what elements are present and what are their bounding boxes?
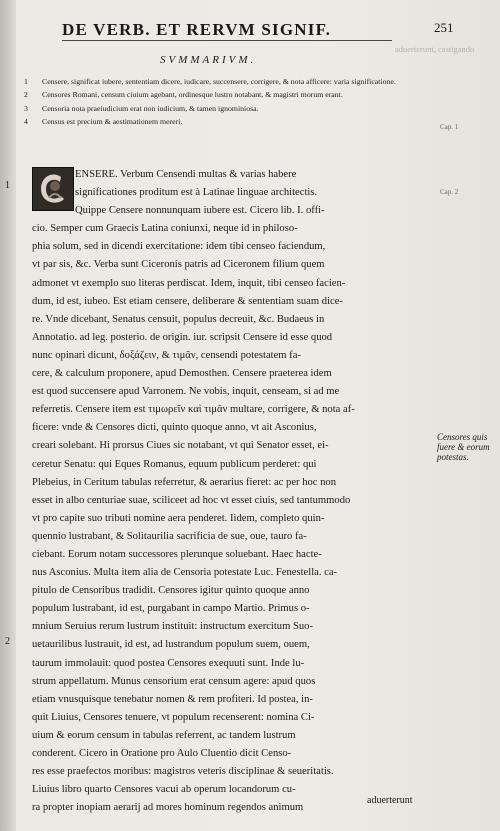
text-line: pitulo de Censoribus tradidit. Censores igitur quinto quoque anno — [32, 585, 310, 597]
summary-item — [24, 104, 419, 113]
text-line: vt pro capite suo tributi nomine aera penderet. Iidem, completo quin- — [32, 512, 325, 524]
text-line: est quod succensere apud Varronem. Ne vobis, inquit, censeam, si ad me — [32, 386, 340, 398]
summary-item-text: Censoria nota praeiudicium erat non iudicium, & tamen ignominiosa. — [42, 103, 259, 113]
text-line: quit Liuius, Censores tenuere, vt populum recenserent: nomina Ci- — [32, 711, 315, 723]
summary-item-number: 1 — [24, 77, 28, 86]
catchword: aduerterunt — [367, 795, 413, 806]
text-line: admonet vt exemplo suo literas perdiscat. Idem, inquit, tibi censeo facien- — [32, 277, 346, 289]
text-line: mnium Seruius rerum lustrum instituit: instructum exercitum Suo- — [32, 621, 314, 633]
bleed-through-text: aduerterunt, castigando — [395, 44, 475, 54]
side-note: Censores quis fuere & eorum potestas. — [437, 432, 490, 462]
text-line: quennio lustrabant, & Solitaurilia sacrificia de sue, oue, tauro fa- — [32, 530, 307, 542]
summary-item — [24, 90, 419, 99]
summary-list — [24, 77, 419, 130]
margin-marker-2: 2 — [5, 636, 10, 647]
page-gutter — [0, 0, 16, 831]
summary-item-text: Census est precium & aestimationem mereri. — [42, 116, 183, 126]
summary-item-number: 3 — [24, 103, 28, 113]
text-line: ficere: vnde & Censores dicti, quinto quoque anno, vt ait Asconius, — [32, 422, 317, 434]
text-line: creari solebant. Hi prorsus Ciues sic notabant, vt qui Senator esset, ei- — [32, 440, 329, 452]
summary-item-text: Censere, significat iubere, sententiam dicere, iudicare, succensere, corrigere, & nota afficere: varia significatione. — [42, 77, 396, 86]
summary-item — [24, 117, 419, 126]
text-line: taurum immolauit: quod postea Censores exequuti sunt. Inde lu- — [32, 657, 305, 669]
text-line: vt par sis, &c. Verba sunt Ciceronis patris ad Ciceronem filium quem — [32, 259, 325, 271]
text-line: Plebeius, in Ceritum tabulas referretur, & aerarius fieret: ac per hoc non — [32, 476, 337, 488]
text-line: phia solum, sed in dicendi exercitatione: idem tibi censeo faciendum, — [32, 241, 326, 253]
text-line: uium & eorum censum in tabulas referrent, ac tandem lustrum — [32, 729, 296, 741]
text-line: populum lustrabant, id est, purgabant in campo Martio. Primus o- — [32, 603, 310, 615]
text-line: esset in albo centuriae suae, sciliceet ad hoc vt esset ciuis, sed tantummodo — [32, 494, 351, 506]
margin-marker-1: 1 — [5, 180, 10, 191]
margin-note-small-2: Cap. 2 — [440, 188, 459, 196]
text-line: etiam vnusquisque tenebatur nomen & rem profiteri. Id postea, in- — [32, 693, 313, 705]
text-line: nunc opinari dicunt, δοξάζειν, & τιμᾶν, censendi potestatem fa- — [32, 349, 301, 361]
text-line: re. Vnde dicebant, Senatus censuit, populus decreuit, &c. Budaeus in — [32, 313, 325, 325]
text-line: Liuius libro quarto Censores vacui ab operum locandorum cu- — [32, 784, 296, 796]
summary-title: SVMMARIVM. — [160, 54, 257, 66]
text-line: cio. Semper cum Graecis Latina coniunxi, neque id in philoso- — [32, 223, 298, 235]
text-line: significationes proditum est à Latinae linguae architectis. — [75, 187, 318, 199]
text-line: nus Asconius. Multa item alia de Censoria potestate Luc. Fenestella. ca- — [32, 567, 338, 579]
text-line: ciebant. Eorum notam successores plerunque soluebant. Haec hacte- — [32, 548, 322, 560]
text-line: conderent. Cicero in Oratione pro Aulo Cluentio dicit Censo- — [32, 748, 292, 759]
margin-note-small-1: Cap. 1 — [440, 123, 459, 131]
text-line: strum appellatum. Munus censorium erat censum agere: apud quos — [32, 675, 316, 687]
text-line: Quippe Censere nonnunquam iubere est. Cicero lib. I. offi- — [75, 205, 325, 217]
text-line: Annotatio. ad leg. posterio. de origin. iur. scripsit Censere id esse quod — [32, 331, 333, 343]
text-line: dum, id est, iubeo. Est etiam censere, deliberare & sententiam suam dice- — [32, 295, 343, 307]
text-line: res esse praefectos moribus: magistros veteris disciplinae & seueritatis. — [32, 766, 334, 778]
text-line: ENSERE. Verbum Censendi multas & varias habere — [75, 169, 297, 180]
text-line: referretis. Censere item est τιμωρεῖν καὶ τιμᾶν multare, corrigere, & nota af- — [32, 404, 355, 416]
summary-item-number: 4 — [24, 116, 28, 126]
summary-item — [24, 77, 419, 86]
summary-item-number: 2 — [24, 90, 28, 100]
running-head: DE VERB. ET RERVM SIGNIF. — [62, 20, 392, 41]
main-text — [32, 166, 432, 817]
page-number: 251 — [434, 20, 454, 35]
text-line: ceretur Senatu: qui Eques Romanus, equum publicum perderet: qui — [32, 458, 317, 470]
text-line: ra propter inopiam aerarij ad mores hominum regendos animum — [32, 802, 304, 814]
text-line: uetaurilibus lustrauit, id est, ad lustrandum populum suem, ouem, — [32, 639, 310, 651]
text-line: cere, & calculum proponere, apud Demosthen. Censere praeterea idem — [32, 368, 332, 380]
summary-item-text: Censores Romani, censum ciuium agebant, ordinesque lustro notabant, & magistri morum erant. — [42, 90, 343, 100]
